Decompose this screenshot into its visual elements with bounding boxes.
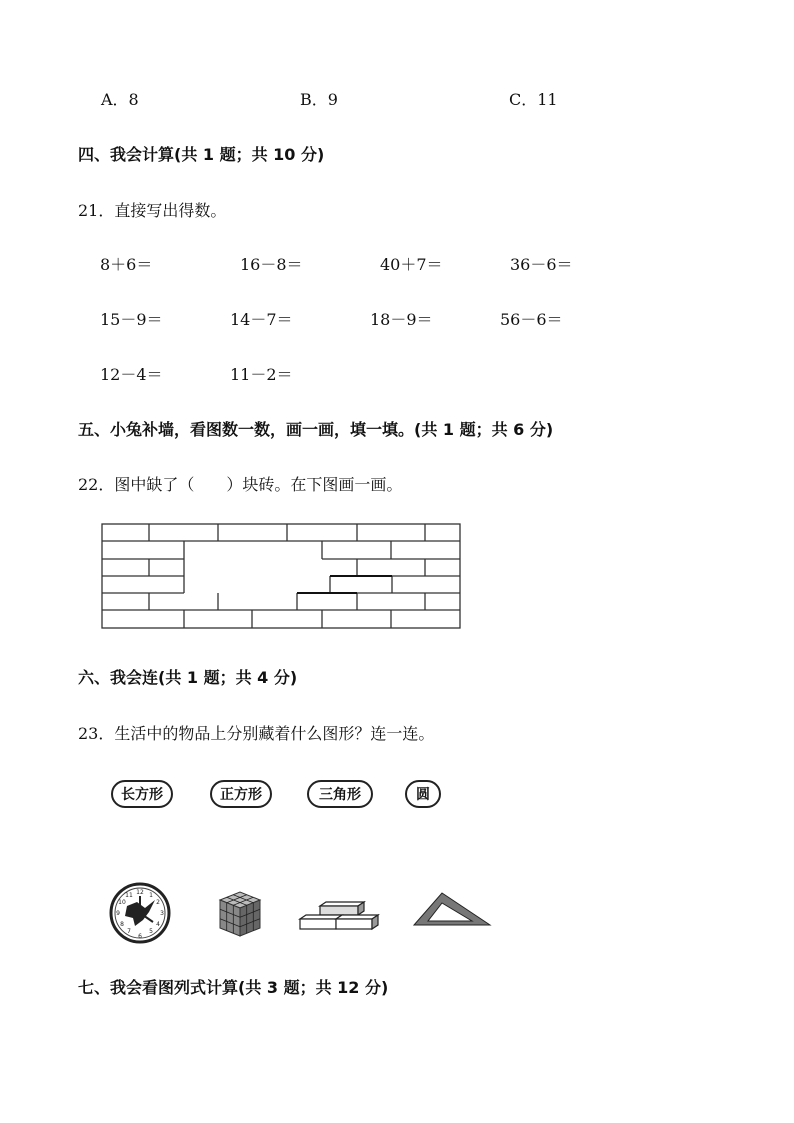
bricks-icon[interactable] bbox=[298, 900, 382, 932]
section-4-heading: 四、我会计算(共 1 题；共 10 分) bbox=[78, 145, 325, 164]
question-23: 23．生活中的物品上分别藏着什么图形？连一连。 bbox=[78, 724, 435, 743]
calc-item: 11－2＝ bbox=[230, 365, 293, 384]
svg-text:8: 8 bbox=[120, 921, 124, 928]
svg-text:4: 4 bbox=[156, 921, 160, 928]
calc-item: 14－7＝ bbox=[230, 310, 293, 329]
section-5-heading: 五、小兔补墙，看图数一数，画一画，填一填。(共 1 题；共 6 分) bbox=[78, 420, 554, 439]
option-c: C．11 bbox=[509, 90, 558, 109]
svg-text:1: 1 bbox=[149, 892, 153, 899]
svg-text:3: 3 bbox=[160, 910, 164, 917]
calc-item: 56－6＝ bbox=[500, 310, 563, 329]
svg-text:10: 10 bbox=[118, 899, 126, 906]
svg-text:12: 12 bbox=[136, 889, 144, 896]
svg-text:5: 5 bbox=[149, 928, 153, 935]
rubiks-cube-icon[interactable] bbox=[216, 890, 264, 938]
calc-item: 15－9＝ bbox=[100, 310, 163, 329]
calc-item: 16－8＝ bbox=[240, 255, 303, 274]
calc-item: 12－4＝ bbox=[100, 365, 163, 384]
svg-text:7: 7 bbox=[127, 928, 131, 935]
calc-item: 18－9＝ bbox=[370, 310, 433, 329]
section-6-heading: 六、我会连(共 1 题；共 4 分) bbox=[78, 668, 298, 687]
shape-label-circle[interactable]: 圆 bbox=[405, 780, 441, 808]
brick-wall-figure bbox=[102, 524, 462, 630]
svg-text:9: 9 bbox=[116, 910, 120, 917]
svg-text:11: 11 bbox=[125, 892, 133, 899]
calc-item: 40＋7＝ bbox=[380, 255, 443, 274]
calc-item: 36－6＝ bbox=[510, 255, 573, 274]
svg-text:2: 2 bbox=[156, 899, 160, 906]
question-22: 22．图中缺了（ ）块砖。在下图画一画。 bbox=[78, 475, 403, 494]
clock-icon[interactable] bbox=[109, 882, 171, 944]
calc-item: 8＋6＝ bbox=[100, 255, 153, 274]
option-a: A．8 bbox=[101, 90, 139, 109]
shape-label-triangle[interactable]: 三角形 bbox=[307, 780, 373, 808]
question-21: 21．直接写出得数。 bbox=[78, 201, 227, 220]
shape-label-rectangle[interactable]: 长方形 bbox=[111, 780, 173, 808]
section-7-heading: 七、我会看图列式计算(共 3 题；共 12 分) bbox=[78, 978, 389, 997]
set-square-icon[interactable] bbox=[412, 891, 492, 927]
option-b: B．9 bbox=[300, 90, 338, 109]
shape-label-square[interactable]: 正方形 bbox=[210, 780, 272, 808]
svg-text:6: 6 bbox=[138, 933, 142, 940]
